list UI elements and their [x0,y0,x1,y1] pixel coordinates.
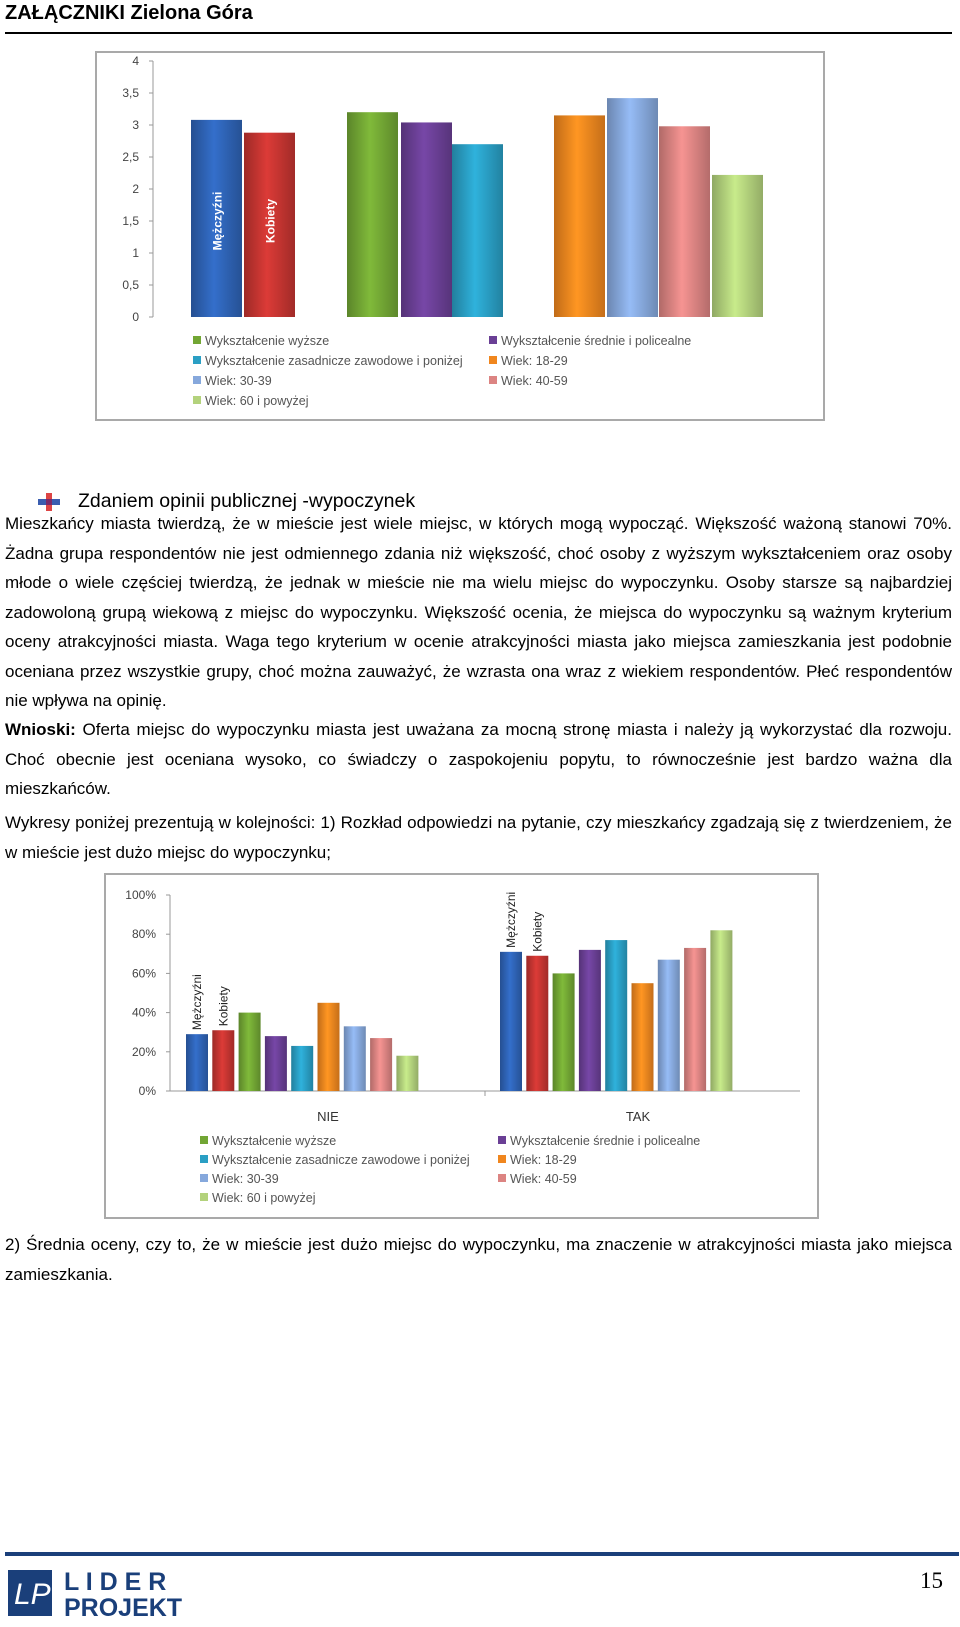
legend-swatch [489,376,497,384]
legend-swatch [489,356,497,364]
y-tick-label: 2 [132,182,139,196]
chart1-bar [712,175,763,317]
y-tick-label: 4 [132,54,139,68]
y-tick-label: 1,5 [122,214,139,228]
chart2-bar [265,1036,287,1091]
chart2-bar [632,983,654,1091]
chart2-bar [370,1038,392,1091]
chart2-bar [684,948,706,1091]
legend-label: Wykształcenie zasadnicze zawodowe i poniżej [212,1153,470,1167]
logo-line2: PROJEKT [64,1594,183,1620]
lider-projekt-logo [8,1566,258,1620]
legend-label: Wiek: 30-39 [212,1172,279,1186]
chart2-bar [579,950,601,1091]
chart2-bar [318,1003,340,1091]
y-tick-label: 2,5 [122,150,139,164]
y-tick-label: 60% [131,966,156,981]
legend-swatch [200,1174,208,1182]
header-title: ZAŁĄCZNIKI Zielona Góra [5,2,253,24]
chart1-bar [607,98,658,317]
chart1-bar [401,122,452,317]
chart1-inbar-label: Mężczyźni [210,191,225,251]
legend-swatch [498,1136,506,1144]
chart2-bar [526,956,548,1091]
conclusions-label: Wnioski: [5,720,76,739]
legend-swatch [193,396,201,404]
logo-line1: L I D E R [64,1568,167,1596]
footer-divider [5,1552,959,1556]
chart2-bar [239,1013,261,1091]
chart-average-rating [95,51,825,421]
chart2-bar [658,960,680,1091]
legend-swatch [489,336,497,344]
legend-label: Wiek: 60 i powyżej [205,394,309,408]
y-tick-label: 0% [138,1084,156,1098]
chart1-bar [452,144,503,317]
chart1-bar [659,126,710,317]
chart2-bar [605,940,627,1091]
legend-swatch [498,1174,506,1182]
legend-swatch [200,1136,208,1144]
x-category-label: NIE [317,1109,339,1124]
legend-label: Wiek: 40-59 [501,374,568,388]
legend-label: Wiek: 60 i powyżej [212,1191,316,1205]
legend-swatch [193,356,201,364]
chart2-bar [710,930,732,1091]
chart2-above-label: Kobiety [530,911,545,952]
paragraph-conclusions [5,715,952,804]
y-tick-label: 0 [132,310,139,324]
conclusions-text: Oferta miejsc do wypoczynku miasta jest uważana za mocną stronę miasta i należy ją wykorzystać dla rozwoju. Choć obecnie jest oceniana wysoko, co świadczy o zaspokojeniu popytu, to równocześnie jest bardzo ważna dla mieszkańców. [5,720,952,798]
legend-label: Wiek: 30-39 [205,374,272,388]
y-tick-label: 3 [132,118,139,132]
logo-mark: LP [14,1578,51,1611]
chart2-above-label: Mężczyźni [504,891,518,948]
chart1-bar [347,112,398,317]
legend-swatch [193,336,201,344]
x-category-label: TAK [625,1109,651,1124]
logo-svg [8,1566,258,1620]
chart2-svg [106,875,817,1217]
chart1-bar [554,115,605,317]
legend-swatch [200,1155,208,1163]
legend-swatch [200,1193,208,1201]
legend-label: Wykształcenie zasadnicze zawodowe i poniżej [205,354,463,368]
y-tick-label: 40% [131,1005,156,1020]
section-heading-text: Zdaniem opinii publicznej -wypoczynek [78,490,416,512]
legend-swatch [498,1155,506,1163]
legend-label: Wykształcenie wyższe [205,334,330,348]
chart2-bar [212,1030,234,1091]
legend-label: Wykształcenie średnie i policealne [510,1134,701,1148]
legend-swatch [193,376,201,384]
y-tick-label: 20% [131,1044,156,1059]
chart2-bar [344,1026,366,1091]
legend-label: Wiek: 18-29 [501,354,568,368]
page-header [5,0,952,34]
paragraph-3: Wykresy poniżej prezentują w kolejności: 1) Rozkład odpowiedzi na pytanie, czy mieszkańcy zgadzają się z twierdzeniem, że w mieście jest dużo miejsc do wypoczynku; [5,813,952,862]
y-tick-label: 3,5 [122,86,139,100]
y-tick-label: 100% [125,888,156,902]
chart2-above-label: Kobiety [216,986,231,1027]
chart2-bar [186,1034,208,1091]
paragraph-4: 2) Średnia oceny, czy to, że w mieście jest dużo miejsc do wypoczynku, ma znaczenie w atrakcyjności miasta jako miejsca zamieszkania. [5,1235,952,1284]
page-number: 15 [920,1568,943,1593]
chart2-bar [291,1046,313,1091]
legend-label: Wiek: 40-59 [510,1172,577,1186]
chart2-bar [500,952,522,1091]
chart2-bar [553,973,575,1091]
legend-label: Wiek: 18-29 [510,1153,577,1167]
chart2-bar [396,1056,418,1091]
paragraph-1: Mieszkańcy miasta twierdzą, że w mieście jest wiele miejsc, w których mogą wypocząć. Większość ważoną stanowi 70%. Żadna grupa respondentów nie jest odmiennego zdania niż większość, choć osoby z wyższym wykształceniem oraz osoby młode o wiele częściej twierdzą, że jednak w mieście nie ma wielu miejsc do wypoczynku. Osoby starsze są najbardziej zadowoloną grupą wiekową z miejsc do wypoczynku. Większość ocenia, że miejsca do wypoczynku są ważnym kryterium oceny atrakcyjności miasta. Waga tego kryterium w ocenie atrakcyjności miasta jako miejsca zamieszkania jest podobnie oceniana przez wszystkie grupy, choć można zauważyć, że wzrasta ona wraz z wiekiem respondentów. Płeć respondentów nie wpływa na opinię. [5,514,952,710]
y-tick-label: 80% [131,927,156,942]
chart1-inbar-label: Kobiety [263,198,278,244]
legend-label: Wykształcenie średnie i policealne [501,334,692,348]
y-tick-label: 0,5 [122,278,139,292]
chart1-svg [97,53,823,419]
chart2-above-label: Mężczyźni [190,974,204,1031]
legend-label: Wykształcenie wyższe [212,1134,337,1148]
y-tick-label: 1 [132,246,139,260]
chart-distribution [104,873,819,1219]
